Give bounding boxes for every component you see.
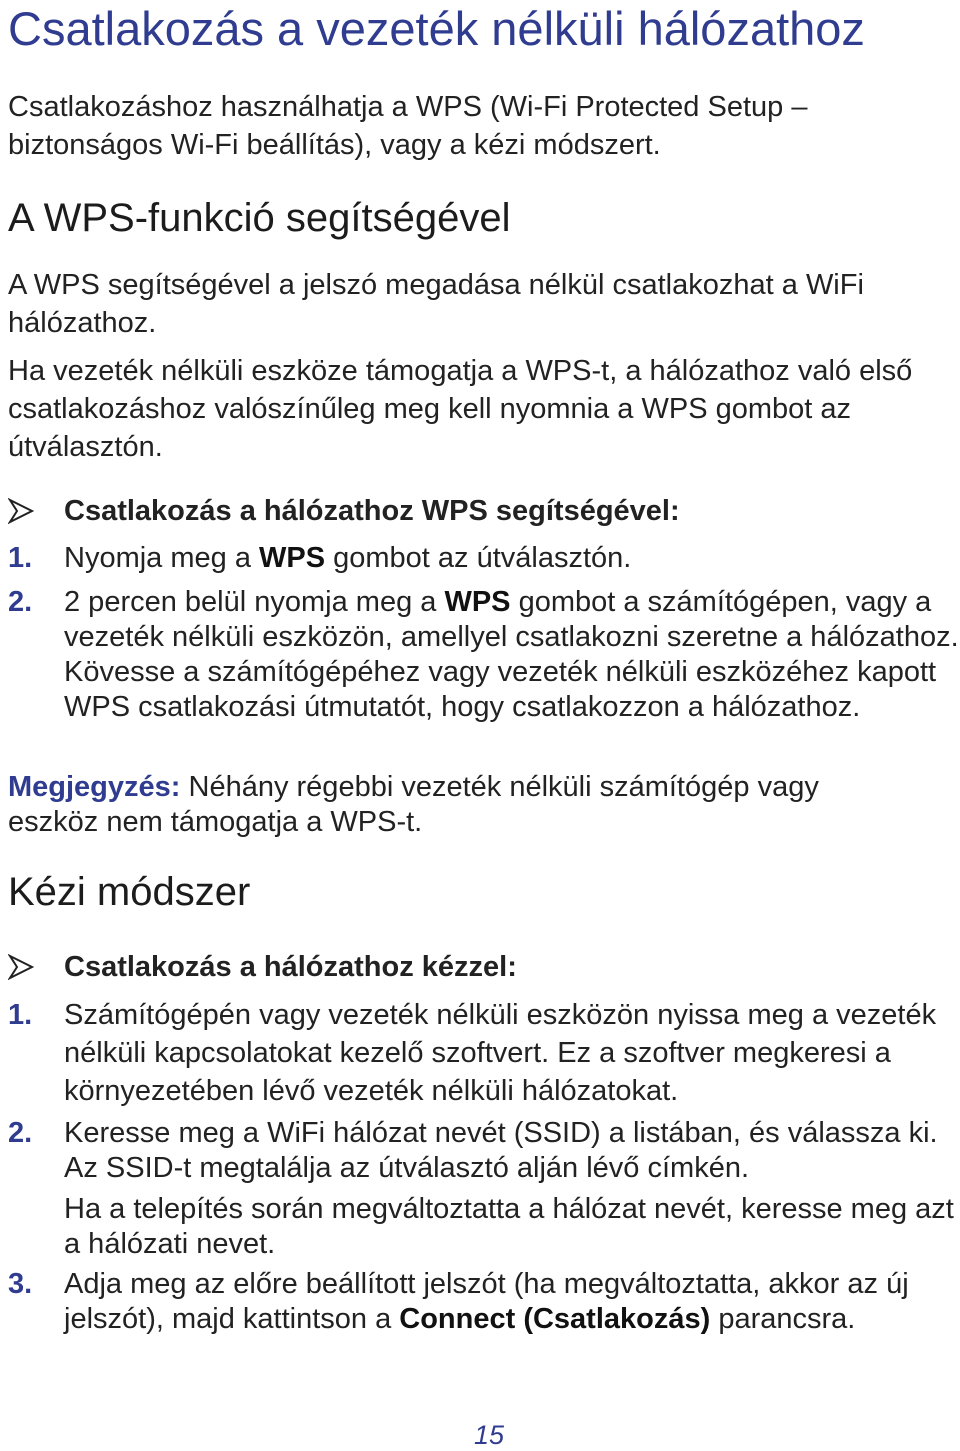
manual-bullet: [8, 948, 958, 986]
wps-section-heading: A WPS-funkció segítségével: [8, 196, 511, 240]
step-text: 2 percen belül nyomja meg a WPS gombot a számítógépen, vagy a vezeték nélküli eszközön, amellyel csatlakozni szeretne a hálózathoz. Kövesse a számítógépéhez vagy vezeték nélküli eszközéhez kapott WPS csatlakozási útmutatót, hogy csatlakozzon a hálózathoz.: [64, 586, 959, 723]
step-text: Nyomja meg a WPS gombot az útválasztón.: [64, 542, 632, 574]
step-extra-text: Ha a telepítés során megváltoztatta a hálózat nevét, keresse meg azt a hálózati nevet.: [64, 1193, 954, 1260]
manual-bullet-label: Csatlakozás a hálózathoz kézzel:: [64, 951, 517, 983]
wps-bullet-label: Csatlakozás a hálózathoz WPS segítségével:: [64, 495, 680, 527]
manual-step-1: [8, 996, 960, 1112]
step-number: 3.: [8, 1268, 33, 1300]
wps-bullet: [8, 492, 958, 530]
manual-step-3: [8, 1267, 960, 1342]
step-number: 1.: [8, 542, 33, 574]
step-number: 2.: [8, 586, 33, 618]
wps-step-2: [8, 585, 960, 765]
wps-keyword: WPS: [444, 586, 511, 618]
intro-paragraph: Csatlakozáshoz használhatja a WPS (Wi-Fi Protected Setup – biztonságos Wi-Fi beállítás), vagy a kézi módszert.: [8, 91, 808, 161]
manual-section-heading: Kézi módszer: [8, 870, 251, 914]
arrowhead-bullet-icon: [8, 498, 34, 524]
wps-paragraph-2: Ha vezeték nélküli eszköze támogatja a WPS-t, a hálózathoz való első csatlakozáshoz valószínűleg meg kell nyomnia a WPS gombot az útválasztón.: [8, 355, 913, 463]
wps-step-1: [8, 541, 960, 581]
note-paragraph: Megjegyzés: Néhány régebbi vezeték nélküli számítógép vagy eszköz nem támogatja a WPS-t.: [8, 771, 819, 838]
note-label: Megjegyzés:: [8, 771, 181, 803]
step-text: Adja meg az előre beállított jelszót (ha megváltoztatta, akkor az új jelszót), majd kattintson a Connect (Csatlakozás) parancsra.: [64, 1268, 909, 1335]
step-number: 2.: [8, 1117, 33, 1149]
step-number: 1.: [8, 999, 33, 1031]
manual-step-2: [8, 1116, 960, 1268]
page-number: 15: [474, 1420, 505, 1450]
wps-keyword: WPS: [259, 542, 326, 574]
arrowhead-bullet-icon: [8, 954, 34, 980]
step-text: Keresse meg a WiFi hálózat nevét (SSID) a listában, és válassza ki. Az SSID-t megtalálja az útválasztó alján lévő címkén.: [64, 1117, 938, 1184]
wps-paragraph-1: A WPS segítségével a jelszó megadása nélkül csatlakozhat a WiFi hálózathoz.: [8, 269, 864, 339]
page-title: Csatlakozás a vezeték nélküli hálózathoz: [8, 2, 865, 55]
connect-keyword: Connect (Csatlakozás): [399, 1303, 711, 1335]
step-text: Számítógépén vagy vezeték nélküli eszközön nyissa meg a vezeték nélküli kapcsolatokat kezelő szoftvert. Ez a szoftver megkeresi a környezetében lévő vezeték nélküli hálózatokat.: [64, 999, 937, 1107]
